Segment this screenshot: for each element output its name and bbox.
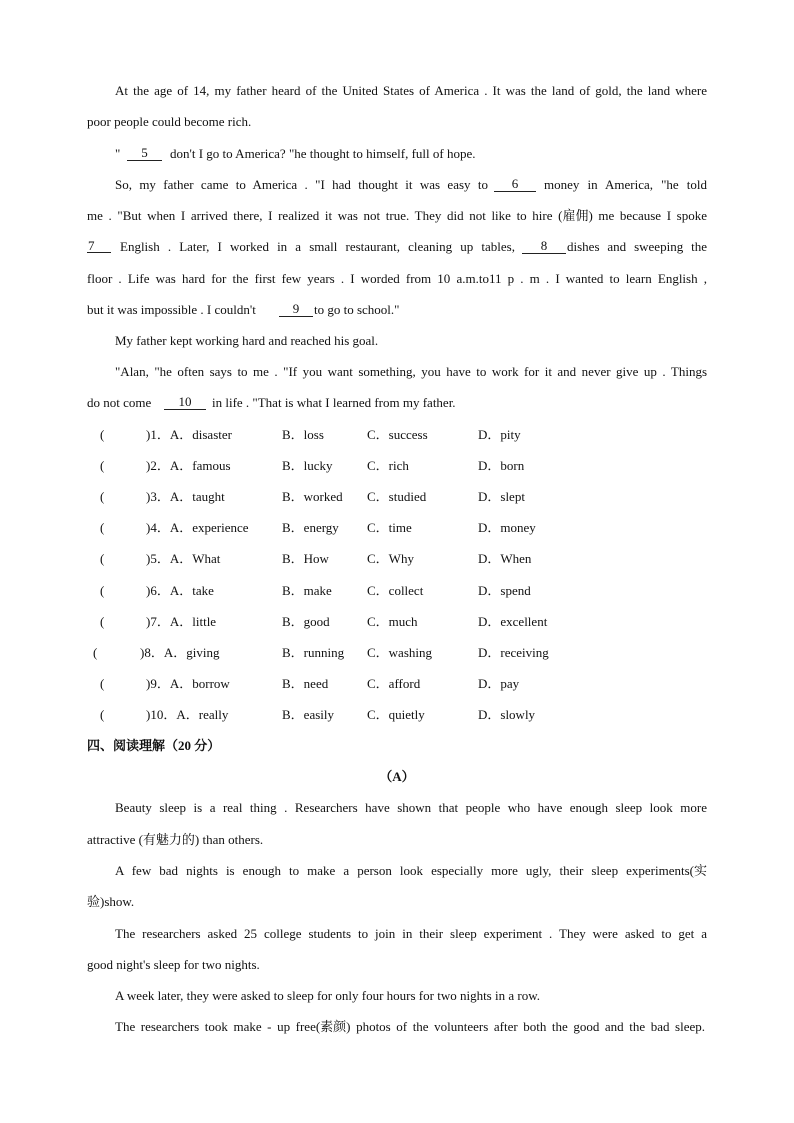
answer-bracket-open: ( [93,644,98,660]
passage-line-6-end [567,238,707,256]
option-a: A．What [169,551,221,567]
option-b: B．running [282,644,345,660]
option-a: A．famous [169,458,231,474]
passage-line-11-end: in life . "That is what I learned from my father. [212,395,456,410]
passage-line-4-end [544,176,707,194]
line-text: me . "But when I arrived there, I realized it was not true. They did not like to hire (雇佣) me because I spoke [87,208,707,223]
blank-7: 7 [87,239,111,253]
option-c: C．Why [367,551,414,567]
question-number-group [140,644,219,662]
answer-bracket-open: ( [100,582,105,598]
question-number-group [146,550,220,568]
option-c: C．collect [367,582,424,598]
answer-bracket-close: ) [146,458,151,474]
question-number: 2． [150,458,170,474]
option-b: B．energy [282,520,339,536]
option-a: A．really [176,706,229,722]
option-c: C．washing [367,644,433,660]
option-d: D．money [478,520,536,536]
answer-bracket-close: ) [146,520,151,536]
blank-9: 9 [279,302,313,317]
answer-bracket-close: ) [146,675,151,691]
answer-bracket-close: ) [146,582,151,598]
answer-bracket-open: ( [100,675,105,691]
reading-line-4: 验)show. [87,894,135,909]
option-c: C．success [367,427,428,442]
option-row-4 [0,519,794,537]
option-row-5 [0,550,794,568]
line-text: The researchers took make - up free(素颜) photos of the volunteers after both the good and the bad sleep. [115,1019,705,1034]
line-text: So, my father came to America . "I had thought it was easy to [115,177,488,192]
reading-line-6: good night's sleep for two nights. [87,957,260,972]
answer-bracket-close: ) [146,427,151,442]
question-number-group [146,519,249,537]
blank-5: 5 [127,146,162,161]
passage-line-7 [87,270,707,288]
option-row-7 [0,613,794,631]
option-row-6 [0,582,794,600]
passage-line-9: My father kept working hard and reached his goal. [115,333,379,348]
option-d: D．pay [478,675,520,691]
option-d: D．pity [478,427,521,442]
answer-bracket-open: ( [100,458,105,474]
question-number: 8． [144,644,164,660]
reading-line-1 [115,799,707,817]
option-d: D．born [478,458,525,474]
line-text: money in America, "he told [544,177,707,192]
option-b: B．need [282,675,329,691]
option-a: A．take [169,582,214,598]
option-c: C．quietly [367,706,425,722]
option-c: C．rich [367,458,409,474]
option-b: B．easily [282,706,334,722]
option-a: A．taught [169,489,225,505]
option-a: A．disaster [169,427,232,442]
question-number: 6． [150,582,170,598]
passage-line-1 [115,82,707,100]
option-d: D．receiving [478,644,549,660]
question-number-group [146,426,232,444]
option-row-1 [0,426,794,444]
question-number: 1． [150,427,170,442]
reading-line-2: attractive (有魅力的) than others. [87,832,264,847]
answer-bracket-open: ( [100,551,105,567]
answer-bracket-open: ( [100,427,105,442]
option-c: C．studied [367,489,427,505]
option-b: B．worked [282,489,343,505]
line-text: "Alan, "he often says to me . "If you want something, you have to work for it and never give up . Things [115,364,707,379]
line-text: At the age of 14, my father heard of the United States of America . It was the land of gold, the land where [115,83,707,98]
option-b: B．make [282,582,332,598]
blank-10: 10 [164,395,206,410]
question-number-group [146,488,225,506]
option-b: B．good [282,613,330,629]
option-row-3 [0,488,794,506]
option-d: D．When [478,551,532,567]
line-text: dishes and sweeping the [567,239,707,254]
answer-bracket-close: ) [146,706,151,722]
question-number-group [146,613,216,631]
question-number-group [146,706,228,724]
option-a: A．experience [169,520,249,536]
question-number: 4． [150,520,170,536]
option-row-8 [0,644,794,662]
option-d: D．spend [478,582,531,598]
question-number: 9． [150,675,170,691]
passage-line-3-quote: " [115,146,121,161]
question-number-group [146,582,214,600]
passage-line-8-start: but it was impossible . I couldn't [87,302,256,317]
option-b: B．lucky [282,458,333,474]
passage-line-2: poor people could become rich. [87,114,252,129]
option-a: A．little [169,613,217,629]
passage-line-11-start: do not come [87,395,152,410]
option-a: A．giving [163,644,220,660]
question-number: 10． [150,706,177,722]
question-number: 5． [150,551,170,567]
question-number: 3． [150,489,170,505]
answer-bracket-close: ) [146,613,151,629]
option-c: C．time [367,520,412,536]
reading-line-5 [115,925,707,943]
answer-bracket-close: ) [140,644,145,660]
passage-line-10 [115,363,707,381]
line-text: Beauty sleep is a real thing . Researchers have shown that people who have enough sleep look more [115,800,707,815]
option-a: A．borrow [169,675,230,691]
reading-line-3 [115,862,707,880]
line-text: A few bad nights is enough to make a person look especially more ugly, their sleep experiments(实 [115,863,707,878]
answer-bracket-open: ( [100,613,105,629]
passage-line-4-start [115,176,488,194]
passage-line-3-text: don't I go to America? "he thought to himself, full of hope. [170,146,476,161]
answer-bracket-close: ) [146,489,151,505]
option-c: C．afford [367,675,421,691]
line-text: English . Later, I worked in a small restaurant, cleaning up tables, [120,239,515,254]
part-label: （A） [379,769,415,784]
option-row-9 [0,675,794,693]
option-row-2 [0,457,794,475]
option-d: D．excellent [478,613,548,629]
passage-line-8-end: to go to school." [314,302,400,317]
section-heading: 四、阅读理解（20 分） [87,738,221,753]
option-d: D．slowly [478,706,536,722]
option-b: B．How [282,551,329,567]
passage-line-5 [87,207,707,225]
question-number: 7． [150,613,170,629]
answer-bracket-open: ( [100,489,105,505]
answer-bracket-open: ( [100,706,105,722]
reading-line-7: A week later, they were asked to sleep for only four hours for two nights in a row. [115,988,540,1003]
blank-6: 6 [494,177,536,192]
option-b: B．loss [282,427,324,442]
option-d: D．slept [478,489,525,505]
answer-bracket-open: ( [100,520,105,536]
question-number-group [146,457,231,475]
line-text: floor . Life was hard for the first few years . I worded from 10 a.m.to11 p . m . I wanted to learn English , [87,271,707,286]
blank-8: 8 [522,239,566,254]
option-c: C．much [367,613,418,629]
reading-line-8 [115,1018,705,1036]
answer-bracket-close: ) [146,551,151,567]
question-number-group [146,675,230,693]
passage-line-6-start [120,238,515,256]
option-row-10 [0,706,794,724]
line-text: The researchers asked 25 college students to join in their sleep experiment . They were asked to get a [115,926,707,941]
